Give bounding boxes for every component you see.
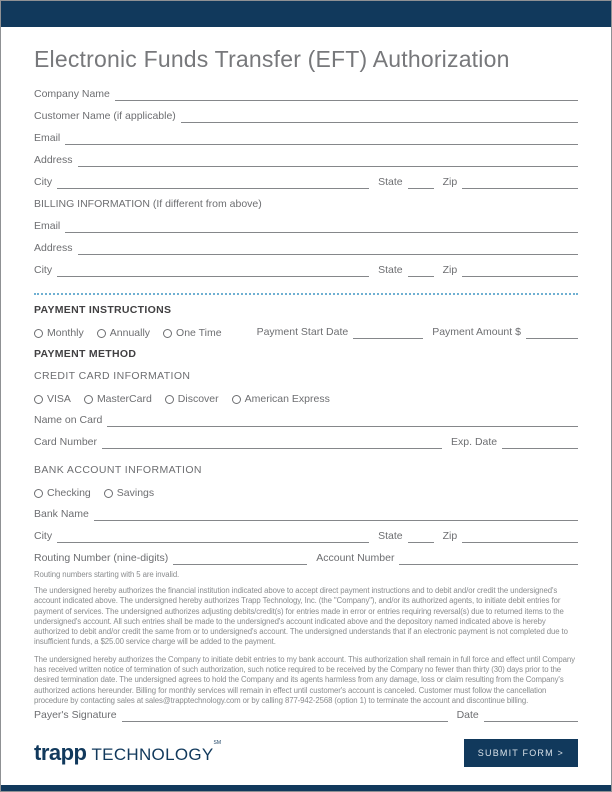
billing-zip-label: Zip (442, 264, 458, 276)
bank-name-row (34, 499, 578, 521)
bank-account-heading-row (34, 455, 578, 477)
radio-visa[interactable] (34, 394, 71, 405)
radio-annually-label: Annually (109, 327, 151, 339)
account-number-label: Account Number (316, 552, 395, 564)
payment-instructions-heading-row (34, 295, 578, 317)
legal-paragraph-2: The undersigned hereby authorizes the Company to initiate debit entries to my bank account. This authorization shall remain in full force and effect until Company has received written notice of termination of such authorization, such notice required to be received by the Company no fewer than thirty (30) days prior to the desired termination date. The undersigned agrees to hold the Company and its agents harmless from any damage, loss or claim resulting from the Company's authorized actions hereunder. Billing for monthly services will remain in effect until customer's account is canceled. Customer must follow the cancellation procedure by contacting sales at sales@trapptechnology.com or by calling 877-942-2568 (option 1) to terminate the account and discontinue billing. (34, 654, 575, 705)
customer-name-label: Customer Name (if applicable) (34, 110, 176, 122)
billing-address-field[interactable] (78, 242, 578, 255)
card-type-row (34, 383, 578, 405)
radio-checking[interactable] (34, 488, 91, 499)
contact-zip-label: Zip (442, 176, 458, 188)
bank-name-field[interactable] (94, 508, 578, 521)
payment-frequency-row (34, 317, 578, 339)
payment-amount-label: Payment Amount $ (432, 326, 521, 338)
radio-discover-label: Discover (177, 393, 219, 405)
payment-amount-field[interactable] (526, 326, 578, 339)
trapp-technology-logo (34, 740, 221, 766)
radio-visa-label: VISA (47, 393, 71, 405)
bank-name-label: Bank Name (34, 508, 89, 520)
billing-state-field[interactable] (408, 264, 434, 277)
radio-discover[interactable] (165, 394, 219, 405)
radio-american-express-label: American Express (244, 393, 330, 405)
payment-method-heading-row (34, 339, 578, 361)
card-number-row (34, 427, 578, 449)
radio-mastercard[interactable] (84, 394, 152, 405)
radio-circle-icon (34, 329, 43, 338)
name-on-card-row (34, 405, 578, 427)
bank-city-field[interactable] (57, 530, 369, 543)
payment-start-date-label: Payment Start Date (256, 326, 349, 338)
bottom-accent-bar (1, 785, 611, 791)
legal-paragraph-1: The undersigned hereby authorizes the financial institution indicated above to accept direct payment instructions and to debit and/or credit the undersigned's account indicated above. The undersigned hereby authorizes Trapp Technology, Inc. (the "Company"), and/or its authorized agents, to initiate debit entries for payment of services. The undersigned authorizes adjusting debits/credit(s) for entries made in error or entries requiring reversal(s) due to returned items to the undersigned's account. All such entries shall be made to the undersigned's account indicated above and the depository named indicated above is hereby authorized to debit and/or credit the same from or to undersigned's account. The undersigned understands that if an electronic payment is not completed due to insufficient funds, a $25.00 service charge will be added to the payment. (34, 586, 568, 647)
billing-city-field[interactable] (57, 264, 369, 277)
billing-heading-row (34, 189, 578, 211)
payment-method-heading: PAYMENT METHOD (34, 348, 137, 360)
date-field[interactable] (484, 709, 578, 722)
radio-circle-icon (232, 395, 241, 404)
routing-number-field[interactable] (173, 552, 307, 565)
bank-zip-field[interactable] (462, 530, 578, 543)
radio-circle-icon (34, 489, 43, 498)
account-number-field[interactable] (399, 552, 578, 565)
contact-email-row (34, 123, 578, 145)
radio-savings[interactable] (104, 488, 154, 499)
radio-circle-icon (104, 489, 113, 498)
exp-date-field[interactable] (502, 436, 578, 449)
payment-start-date-field[interactable] (353, 326, 423, 339)
payers-signature-field[interactable] (122, 709, 448, 722)
contact-zip-field[interactable] (462, 176, 578, 189)
page-title: Electronic Funds Transfer (EFT) Authorization (34, 46, 510, 72)
radio-mastercard-label: MasterCard (96, 393, 152, 405)
bank-account-heading: BANK ACCOUNT INFORMATION (34, 464, 202, 476)
billing-address-label: Address (34, 242, 73, 254)
payers-signature-label: Payer's Signature (34, 709, 117, 721)
contact-city-field[interactable] (57, 176, 369, 189)
radio-circle-icon (34, 395, 43, 404)
billing-city-label: City (34, 264, 53, 276)
name-on-card-label: Name on Card (34, 414, 103, 426)
bank-zip-label: Zip (442, 530, 458, 542)
billing-state-label: State (378, 264, 403, 276)
name-on-card-field[interactable] (107, 414, 578, 427)
contact-email-field[interactable] (65, 132, 578, 145)
logo-wordmark-regular: TECHNOLOGY (91, 745, 214, 764)
billing-heading: BILLING INFORMATION (If different from above) (34, 198, 262, 210)
footer (34, 739, 578, 767)
submit-form-button[interactable]: SUBMIT FORM > (464, 739, 578, 767)
radio-annually[interactable] (97, 328, 150, 339)
signature-row (34, 700, 578, 722)
exp-date-label: Exp. Date (451, 436, 498, 448)
customer-name-field[interactable] (181, 110, 578, 123)
radio-monthly[interactable] (34, 328, 84, 339)
card-number-field[interactable] (102, 436, 442, 449)
radio-circle-icon (84, 395, 93, 404)
contact-state-label: State (378, 176, 403, 188)
routing-note: Routing numbers starting with 5 are invalid. (34, 570, 180, 579)
billing-email-label: Email (34, 220, 61, 232)
radio-monthly-label: Monthly (47, 327, 84, 339)
company-name-row (34, 79, 578, 101)
radio-american-express[interactable] (232, 394, 330, 405)
logo-sm-mark: SM (213, 740, 222, 746)
credit-card-heading-row (34, 361, 578, 383)
contact-address-label: Address (34, 154, 73, 166)
billing-email-field[interactable] (65, 220, 578, 233)
radio-checking-label: Checking (47, 487, 91, 499)
radio-circle-icon (165, 395, 174, 404)
customer-name-row (34, 101, 578, 123)
top-accent-bar (1, 1, 611, 27)
contact-address-field[interactable] (78, 154, 578, 167)
company-name-field[interactable] (115, 88, 578, 101)
bank-city-state-zip-row (34, 521, 578, 543)
radio-circle-icon (163, 329, 172, 338)
billing-city-state-zip-row (34, 255, 578, 277)
radio-circle-icon (97, 329, 106, 338)
form-content (1, 46, 611, 706)
bank-state-label: State (378, 530, 403, 542)
radio-one-time[interactable] (163, 328, 222, 339)
radio-one-time-label: One Time (176, 327, 222, 339)
account-type-row (34, 477, 578, 499)
contact-email-label: Email (34, 132, 61, 144)
bank-state-field[interactable] (408, 530, 434, 543)
contact-state-field[interactable] (408, 176, 434, 189)
logo-wordmark-bold: trapp (34, 740, 87, 765)
contact-city-label: City (34, 176, 53, 188)
billing-address-row (34, 233, 578, 255)
card-number-label: Card Number (34, 436, 98, 448)
radio-savings-label: Savings (116, 487, 155, 499)
billing-zip-field[interactable] (462, 264, 578, 277)
routing-number-label: Routing Number (nine-digits) (34, 552, 169, 564)
billing-email-row (34, 211, 578, 233)
contact-city-state-zip-row (34, 167, 578, 189)
credit-card-heading: CREDIT CARD INFORMATION (34, 370, 191, 382)
routing-account-row (34, 543, 578, 565)
company-name-label: Company Name (34, 88, 110, 100)
contact-address-row (34, 145, 578, 167)
bank-city-label: City (34, 530, 53, 542)
payment-instructions-heading: PAYMENT INSTRUCTIONS (34, 304, 172, 316)
date-label: Date (456, 709, 479, 721)
